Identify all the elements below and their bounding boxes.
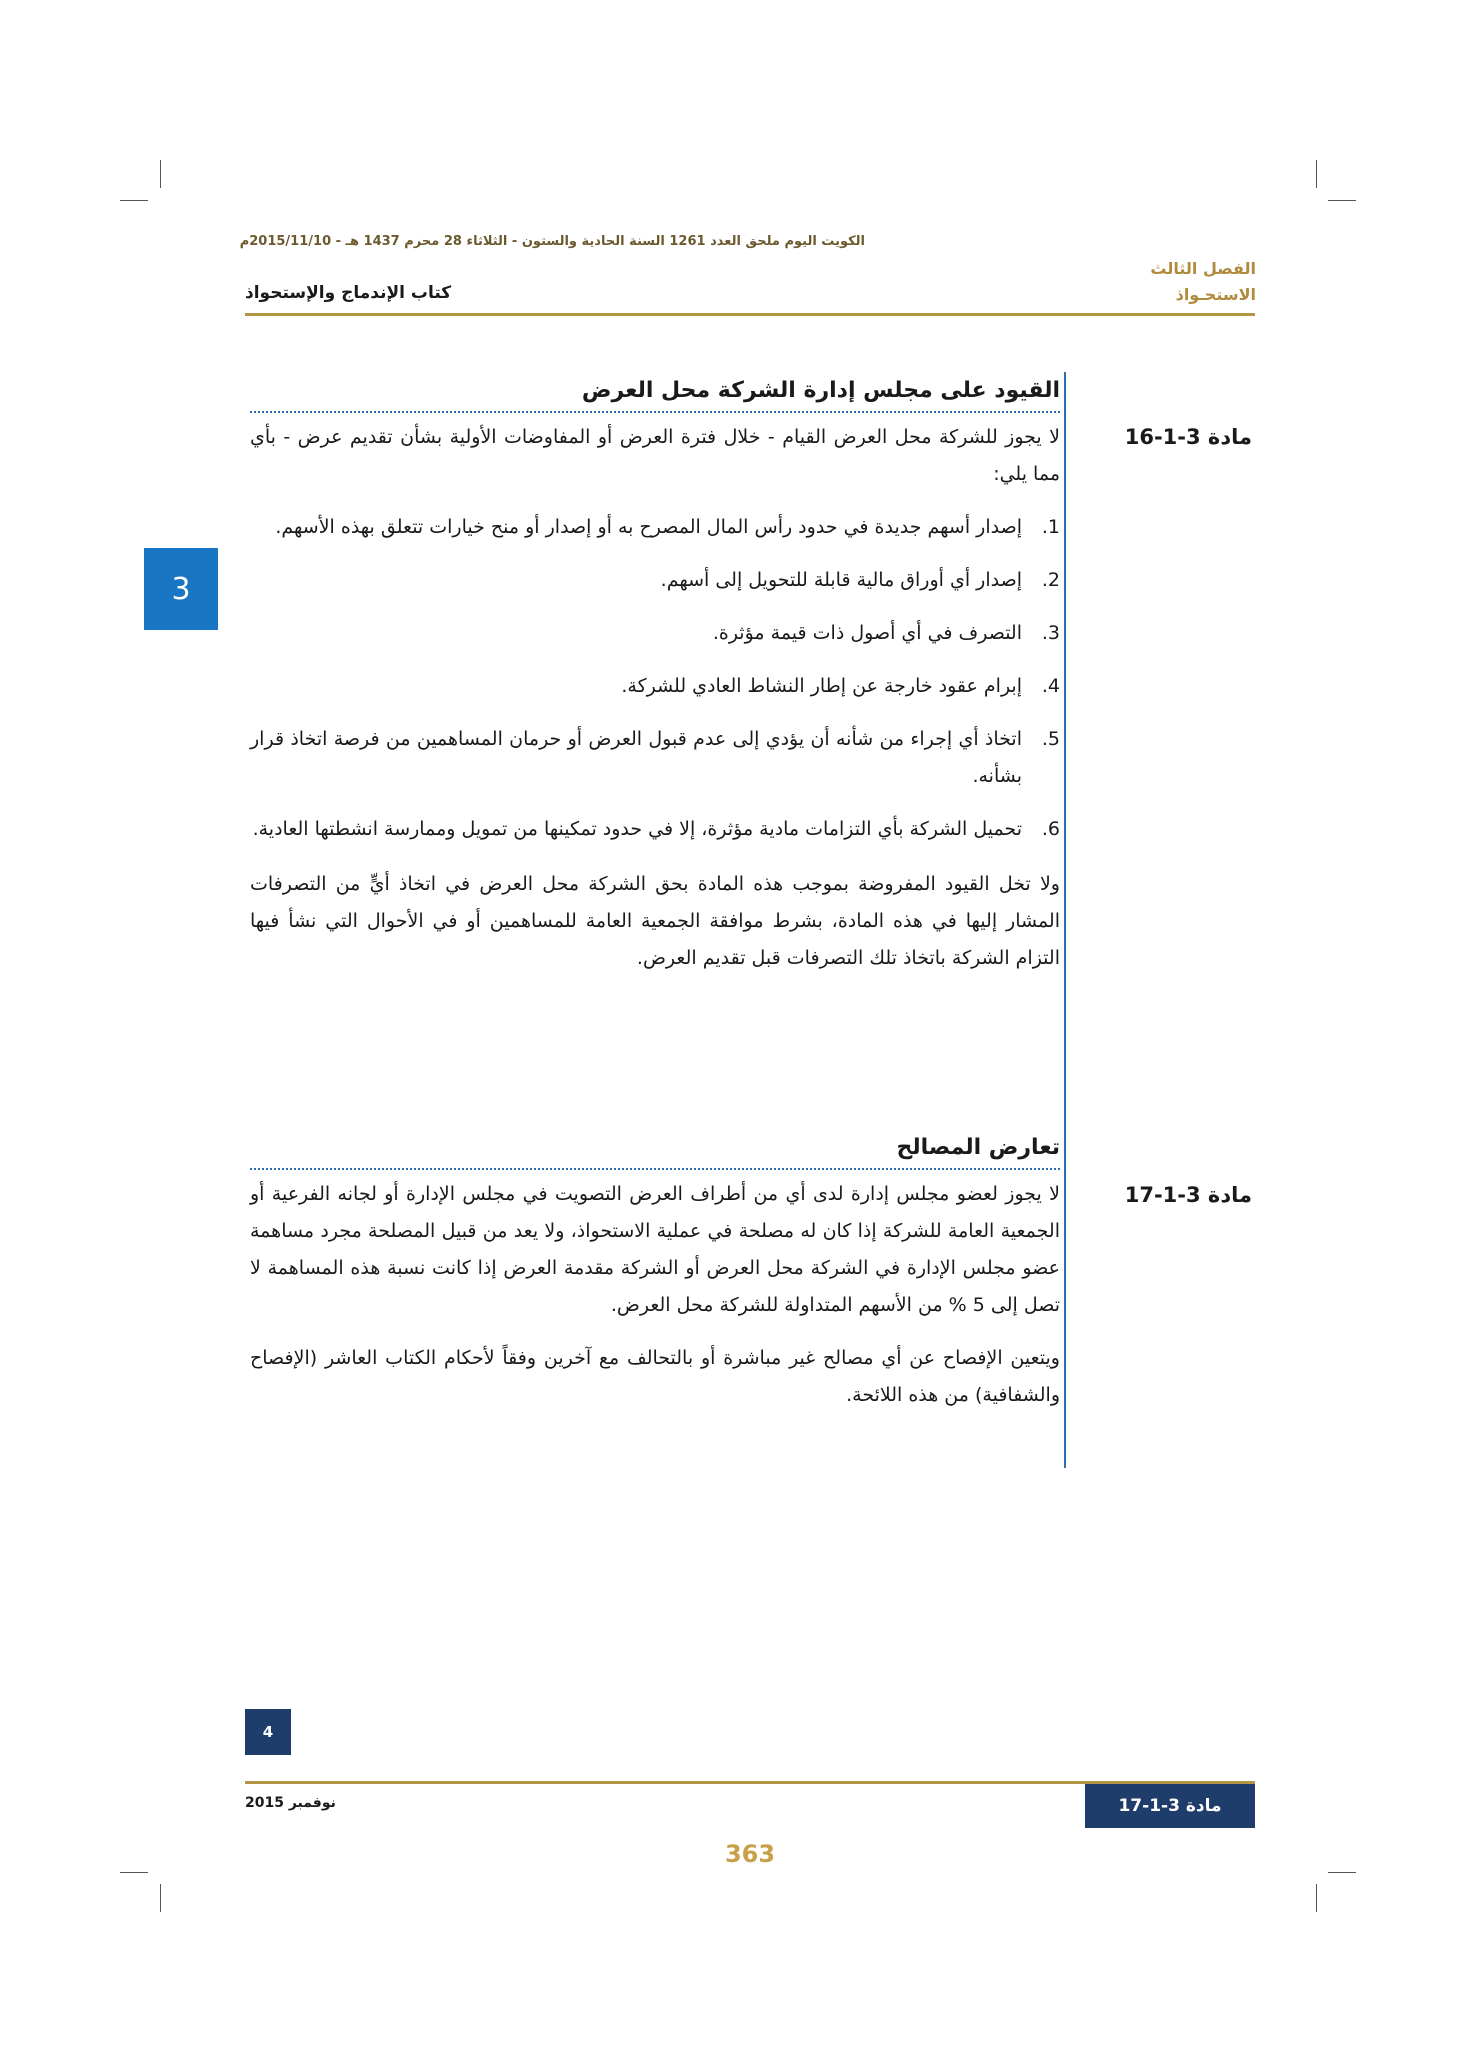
section-paragraph: ويتعين الإفصاح عن أي مصالح غير مباشرة أو بالتحالف مع آخرين وفقاً لأحكام الكتاب العاشر (الإفصاح والشفافية) من هذه اللائحة. <box>250 1347 1060 1406</box>
crop-mark <box>120 200 148 201</box>
list-item <box>250 811 1060 848</box>
section-intro: لا يجوز للشركة محل العرض القيام - خلال فترة العرض أو المفاوضات الأولية بشأن تقديم عرض - بأي مما يلي: <box>250 426 1060 485</box>
crop-mark <box>1328 1872 1356 1873</box>
chapter-title: الفصل الثالث <box>1150 259 1256 278</box>
section-conflict-of-interest <box>250 1135 1060 1414</box>
crop-mark <box>160 1884 161 1912</box>
list-item <box>250 721 1060 795</box>
item-number: 1. <box>1041 516 1060 538</box>
footer-date: نوفمبر 2015 <box>245 1795 336 1811</box>
section-paragraph: لا يجوز لعضو مجلس إدارة لدى أي من أطراف العرض التصويت في مجلس الإدارة أو لجانه الفرعية أو الجمعية العامة للشركة إذا كان له مصلحة في عملية الاستحواذ، ولا يعد من قبيل المصلحة مجرد مساهمة عضو مجلس الإدارة في الشركة محل العرض أو الشركة مقدمة العرض إذا كانت نسبة هذه المساهمة لا تصل إلى 5 % من الأسهم المتداولة للشركة محل العرض. <box>250 1183 1060 1316</box>
text-margin-rule <box>1064 372 1066 1468</box>
page-number: 363 <box>724 1840 776 1868</box>
item-number: 6. <box>1041 818 1060 840</box>
item-number: 3. <box>1041 622 1060 644</box>
item-text: إبرام عقود خارجة عن إطار النشاط العادي للشركة. <box>621 675 1022 697</box>
book-title: كتاب الإندماج والإستحواذ <box>245 283 452 303</box>
article-number: مادة 3-1-16 <box>1124 425 1252 449</box>
article-number: مادة 3-1-17 <box>1124 1183 1252 1207</box>
crop-mark <box>1316 160 1317 188</box>
item-number: 4. <box>1041 675 1060 697</box>
list-item <box>250 562 1060 599</box>
list-item <box>250 509 1060 546</box>
section-title: تعارض المصالح <box>250 1135 1060 1170</box>
item-text: إصدار أي أوراق مالية قابلة للتحويل إلى أسهم. <box>660 569 1022 591</box>
crop-mark <box>120 1872 148 1873</box>
restrictions-list <box>250 509 1060 848</box>
section-title: القيود على مجلس إدارة الشركة محل العرض <box>250 378 1060 413</box>
crop-mark <box>160 160 161 188</box>
list-item <box>250 615 1060 652</box>
footer-article-tab: مادة 3-1-17 <box>1085 1784 1255 1828</box>
section-closing: ولا تخل القيود المفروضة بموجب هذه المادة بحق الشركة محل العرض في اتخاذ أيٍّ من التصرفات المشار إليها في هذه المادة، بشرط موافقة الجمعية العامة للمساهمين أو في الأحوال التي نشأ فيها التزام الشركة باتخاذ تلك التصرفات قبل تقديم العرض. <box>250 873 1060 969</box>
header-divider <box>245 313 1255 316</box>
crop-mark <box>1328 200 1356 201</box>
chapter-subtitle: الاستحـواذ <box>1175 285 1256 304</box>
item-text: إصدار أسهم جديدة في حدود رأس المال المصرح به أو إصدار أو منح خيارات تتعلق بهذه الأسهم. <box>275 516 1022 538</box>
page-box: 4 <box>245 1709 291 1755</box>
chapter-side-tab: 3 <box>144 548 218 630</box>
chapter-label <box>1150 256 1256 308</box>
item-number: 2. <box>1041 569 1060 591</box>
list-item <box>250 668 1060 705</box>
section-restrictions <box>250 378 1060 977</box>
crop-mark <box>1316 1884 1317 1912</box>
item-text: اتخاذ أي إجراء من شأنه أن يؤدي إلى عدم قبول العرض أو حرمان المساهمين من فرصة اتخاذ قرار بشأنه. <box>250 728 1022 787</box>
gazette-line: الكويت اليوم ملحق العدد 1261 السنة الحادية والستون - الثلاثاء 28 محرم 1437 هـ - 2015/11/10م <box>239 234 865 249</box>
item-text: تحميل الشركة بأي التزامات مادية مؤثرة، إلا في حدود تمكينها من تمويل وممارسة انشطتها العادية. <box>252 818 1022 840</box>
item-number: 5. <box>1041 728 1060 750</box>
item-text: التصرف في أي أصول ذات قيمة مؤثرة. <box>712 622 1022 644</box>
